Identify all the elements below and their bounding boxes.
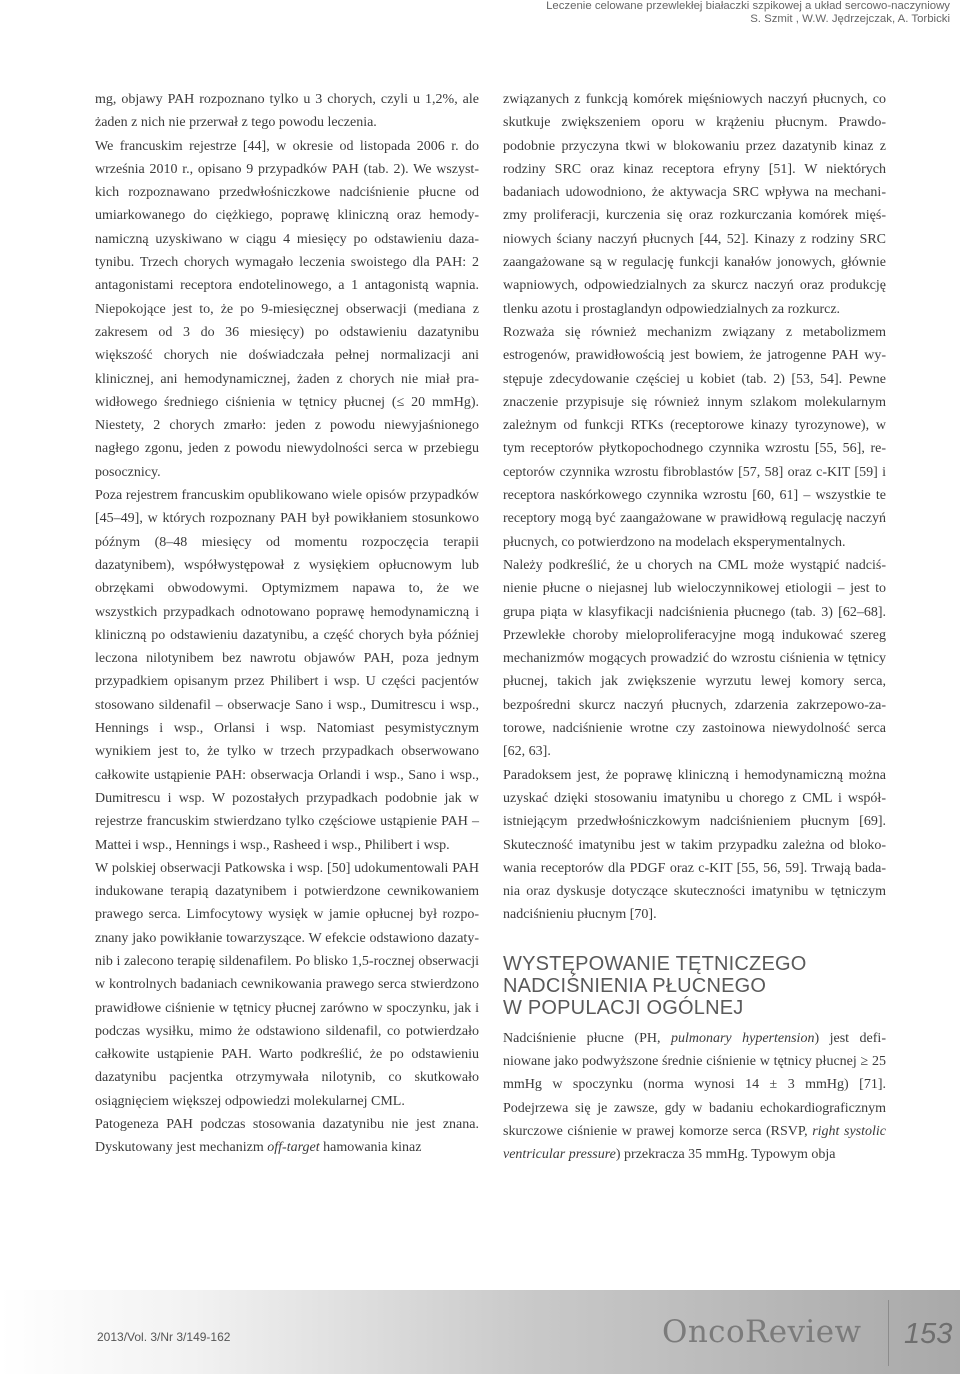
right-paragraph-2: Rozważa się również mechanizm związany z metabolizmem estrogenów, prawidłowością jest bowiem, że jatrogenne PAH występuje zdecydowanie częściej u kobiet (tab. 2) [53, 54]. Pewne znaczenie przypisuje się również innym szlakom molekularnym zależnym od funkcji RTKs (receptorowe kinazy tyrozynowe), w tym receptorów płytkopochodnego czynnika wzrostu [55, 56], receptorów czynnika wzrostu fibroblastów [57, 58] oraz c-KIT [59] i receptora naskórkowego czynnika wzrostu [60, 61] – wszystkie te receptory mogą być zaangażowane w prawidłową regulację naczyń płucnych, co potwierdzono na modelach eksperymentalnych. bbox=[503, 324, 886, 550]
term-off-target: off-target bbox=[267, 1140, 320, 1156]
section-paragraph-1 bbox=[503, 1027, 886, 1167]
left-column bbox=[95, 88, 479, 1160]
article-authors: S. Szmit , W.W. Jędrzejczak, A. Torbicki bbox=[750, 13, 950, 25]
section-heading-line-2: NADCIŚNIENIA PŁUCNEGO bbox=[503, 974, 767, 997]
left-paragraph-2: We francuskim rejestrze [44], w okresie od listopada 2006 r. do września 2010 r., opisano 9 przypadków PAH (tab. 2). We wszystkich rozpoznawano przedwłośniczkowe nadciśnienie płucne od umiarkowanego do ciężkiego, poprawę kliniczną oraz hemodynamiczną uzyskiwano w ciągu 4 miesięcy po odstawieniu dazatynibu. Trzech chorych wymagało leczenia swoistego dla PAH: 2 antagonistami receptora endotelinowego, a 1 antagonistą wapnia. Niepokojące jest to, że po 9-miesięcznej obserwacji (mediana z zakresem od 3 do 36 miesięcy) po odstawieniu dazatynibu większość chorych nie doświadczała pełnej normalizacji ani klinicznej, ani hemodynamicznej, żaden z chorych nie miał prawidłowego średniego ciśnienia w tętnicy płucnej (≤ 20 mmHg). Niestety, 2 chorych zmarło: jeden z powodu niewyjaśnionego nagłego zgonu, jeden z powodu niewydolności serca w przebiegu posocznicy. bbox=[95, 138, 479, 480]
right-column bbox=[503, 88, 886, 1166]
article-title: Leczenie celowane przewlekłej białaczki szpikowej a układ sercowo-naczyniowy bbox=[546, 0, 950, 12]
section-term-ph: pulmonary hypertension bbox=[670, 1030, 815, 1046]
section-text-a: Nadciśnienie płucne (PH, bbox=[503, 1030, 671, 1046]
right-paragraph-4: Paradoksem jest, że poprawę kliniczną i hemodynamiczną można uzyskać dzięki stosowaniu imatynibu u chorego z CML i współistniejącym przedwłośniczkowym nadciśnieniem płucnym [69]. Skuteczność imatynibu jest w takim przypadku zależna od blokowania receptorów dla PDGF oraz c-KIT [55, 56, 59]. Trwają badania oraz dyskusje dotyczące skuteczności imatynibu w tętniczym nadciśnieniu płucnym [70]. bbox=[503, 767, 886, 923]
footer-divider bbox=[888, 1300, 889, 1366]
page-number: 153 bbox=[904, 1318, 953, 1350]
left-paragraph-1: mg, objawy PAH rozpoznano tylko u 3 chorych, czyli u 1,2%, ale żaden z nich nie przerwał z tego powodu leczenia. bbox=[95, 92, 479, 131]
section-term-rsvp: right systolic ventricular pressure bbox=[503, 1123, 886, 1163]
left-paragraph-4: W polskiej obserwacji Patkowska i wsp. [50] udokumentowali PAH indukowane terapią dazatynibem i potwierdzone cewnikowaniem prawego serca. Limfocytowy wysięk w jamie opłucnej był rozpoznany jako powikłanie towarzyszące. W efekcie odstawiono dazatynib i zalecono terapię sildenafilem. Po blisko 1,5-rocznej obserwacji w kontrolnych badaniach cewnikowania prawego serca stwierdzono prawidłowe ciśnienie w tętnicy płucnej zarówno w spoczynku, jak i podczas wysiłku, mimo że odstawiono sildenafil, co potwierdzało całkowite ustąpienie PAH. Warto podkreślić, że po odstawieniu dazatynibu pacjentka otrzymywała nilotynib, co skutkowało osiągnięciem większej odpowiedzi molekularnej CML. bbox=[95, 860, 479, 1109]
section-heading-line-1: WYSTĘPOWANIE TĘTNICZEGO bbox=[503, 952, 807, 975]
right-paragraph-3: Należy podkreślić, że u chorych na CML może wystąpić nadciśnienie płucne o niejasnej lub wieloczynnikowej etiologii – jest to grupa piąta w klasyfikacji nadciśnienia płucnego (tab. 3) [62–68]. Przewlekłe choroby mieloproliferacyjne mogą indukować szereg mechanizmów mogących prowadzić do wzrostu ciśnienia w tętnicy płucnej, takich jak zwiększenie wyrzutu lewej komory serca, bezpośredni skurcz naczyń płucnych, zdarzenia zakrzepowo-zatorowe, nadciśnienie wrotne czy zastoinowa niewydolność serca [62, 63]. bbox=[503, 557, 886, 760]
section-heading-line-3: W POPULACJI OGÓLNEJ bbox=[503, 996, 744, 1019]
footer-citation: 2013/Vol. 3/Nr 3/149-162 bbox=[97, 1330, 231, 1344]
journal-logo: OncoReview bbox=[662, 1314, 862, 1350]
section-text-c: ) przekracza 35 mmHg. Typowym obja bbox=[615, 1147, 836, 1163]
running-head bbox=[390, 0, 950, 26]
left-paragraph-5: Patogeneza PAH podczas stosowania dazatynibu nie jest znana. Dyskutowany jest mechanizm off-target hamowania kinaz bbox=[95, 1117, 479, 1156]
section-heading bbox=[503, 953, 886, 1019]
right-paragraph-1: związanych z funkcją komórek mięśniowych naczyń płucnych, co skutkuje zwiększeniem oporu w krążeniu płucnym. Prawdopodobnie przyczyna tkwi w blokowaniu przez dazatynib kinaz z rodziny SRC oraz kinaz receptora efryny [51]. W niektórych badaniach udowodniono, że aktywacja SRC wpływa na mechanizmy proliferacji, kurczenia się oraz rozkurczania komórek mięśniowych ściany naczyń płucnych [44, 52]. Kinazy z rodziny SRC zaangażowane są w regulację funkcji kanałów jonowych, głównie wapniowych, odpowiedzialnych za skurcz naczyń oraz produkcję tlenku azotu i prostaglandyn odpowiedzialnych za rozkurcz. bbox=[503, 92, 886, 317]
left-paragraph-3: Poza rejestrem francuskim opublikowano wiele opisów przypadków [45–49], w których rozpoznany PAH był powikłaniem stosunkowo późnym (8–48 miesięcy od momentu rozpoczęcia terapii dazatynibem), współwystępował z wysiękiem opłucnowym lub obrzękami obwodowymi. Optymizmem napawa to, że we wszystkich przypadkach odnotowano poprawę hemodynamiczną i kliniczną po odstawieniu dazatynibu, a część chorych była później leczona nilotynibem bez nawrotu objawów PAH, poza jednym przypadkiem opisanym przez Philibert i wsp. U części pacjentów stosowano sildenafil – obserwacje Sano i wsp., Dumitrescu i wsp., Hennings i wsp., Orlansi i wsp. Natomiast pesymistycznym wynikiem jest to, że tylko w trzech przypadkach obserwowano całkowite ustąpienie PAH: obserwacja Orlandi i wsp., Sano i wsp., Dumitrescu i wsp. W pozostałych przypadkach podobnie jak w rejestrze francuskim stwierdzano tylko częściowe ustąpienie PAH – Mattei i wsp., Hennings i wsp., Rasheed i wsp., Philibert i wsp. bbox=[95, 488, 479, 853]
section-text-b: ) jest definiowane jako podwyższone średnie ciśnienie w tętnicy płucnej ≥ 25 mmHg w spoczynku (norma wynosi 14 ± 3 mmHg) [71]. Podejrzewa się je zawsze, gdy w badaniu echokardiograficznym skurczowe ciśnienie w prawej komorze serca (RSVP, bbox=[503, 1030, 886, 1139]
